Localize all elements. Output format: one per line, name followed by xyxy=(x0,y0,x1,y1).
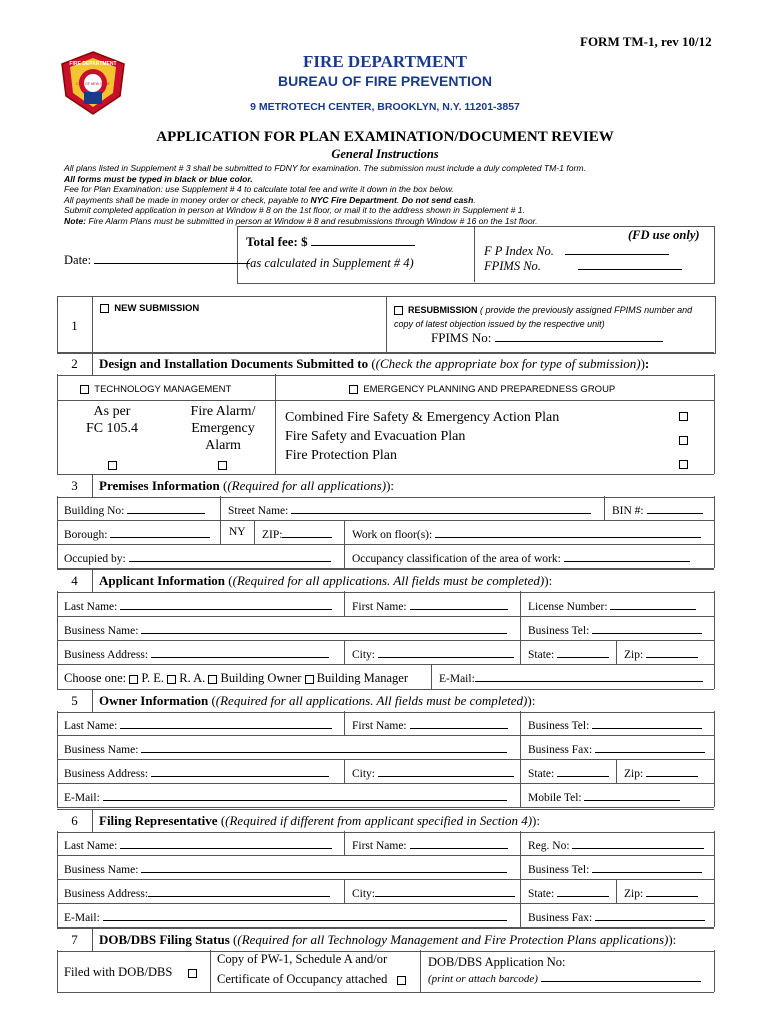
pe-checkbox[interactable] xyxy=(129,675,138,684)
rep-business-tel[interactable]: Business Tel: xyxy=(528,861,702,876)
dept-title: FIRE DEPARTMENT xyxy=(303,52,467,71)
instructions-heading: General Instructions xyxy=(331,147,439,161)
tech-mgmt-checkbox[interactable] xyxy=(80,385,89,394)
tech-mgmt-option[interactable]: TECHNOLOGY MANAGEMENT xyxy=(80,384,231,395)
owner-business-fax[interactable]: Business Fax: xyxy=(528,741,705,756)
owner-state[interactable]: State: xyxy=(528,765,609,780)
as-per-fc: As per FC 105.4 xyxy=(85,404,139,436)
new-submission-option[interactable]: NEW SUBMISSION xyxy=(100,303,199,314)
occupied-by-field[interactable]: Occupied by: xyxy=(64,550,331,565)
applicant-zip[interactable]: Zip: xyxy=(624,646,698,661)
applicant-business-address[interactable]: Business Address: xyxy=(64,646,329,661)
fp-index-field[interactable]: F P Index No. xyxy=(484,243,669,259)
owner-business-name[interactable]: Business Name: xyxy=(64,741,507,756)
address: 9 METROTECH CENTER, BROOKLYN, N.Y. 11201-3857 xyxy=(250,101,520,113)
applicant-business-tel[interactable]: Business Tel: xyxy=(528,622,702,637)
filed-with-checkbox[interactable] xyxy=(188,969,197,978)
plan-list: Combined Fire Safety & Emergency Action Plan Fire Safety and Evacuation Plan Fire Protection Plan xyxy=(285,410,560,463)
bin-field[interactable]: BIN #: xyxy=(612,502,703,517)
zip-field[interactable]: ZIP: xyxy=(262,526,332,541)
choose-one-row: Choose one: P. E. R. A. Building Owner Building Manager xyxy=(64,671,409,685)
cert-occ-checkbox[interactable] xyxy=(397,976,406,985)
rep-reg-no[interactable]: Reg. No: xyxy=(528,837,704,852)
owner-first-name[interactable]: First Name: xyxy=(352,717,508,732)
rep-city[interactable]: City: xyxy=(352,885,515,900)
plan-checkbox-1[interactable] xyxy=(679,407,688,425)
owner-checkbox[interactable] xyxy=(208,675,217,684)
section-5-header: 5 Owner Information ((Required for all applications. All fields must be completed)): xyxy=(57,689,714,713)
fd-use-label: (FD use only) xyxy=(628,228,700,242)
applicant-email[interactable]: E-Mail: xyxy=(439,670,703,685)
applicant-state[interactable]: State: xyxy=(528,646,609,661)
fpims-no-field[interactable]: FPIMS No: xyxy=(431,330,663,346)
app-no-field[interactable]: (print or attach barcode) xyxy=(428,970,701,985)
section-7-header: 7 DOB/DBS Filing Status ((Required for all Technology Management and Fire Protection Plans applications)): xyxy=(57,928,714,952)
fpims-field[interactable]: FPIMS No. xyxy=(484,258,682,274)
applicant-last-name[interactable]: Last Name: xyxy=(64,598,332,613)
section-2-header: 2 Design and Installation Documents Submitted to ((Check the appropriate box for type of submission)): xyxy=(57,352,714,376)
applicant-business-name[interactable]: Business Name: xyxy=(64,622,507,637)
rep-business-address[interactable]: Business Address: xyxy=(64,885,330,900)
manager-checkbox[interactable] xyxy=(305,675,314,684)
filed-with-dob[interactable]: Filed with DOB/DBS xyxy=(64,965,197,980)
seal-text-mid: CITY OF NEW YORK xyxy=(76,82,110,86)
borough-field[interactable]: Borough: xyxy=(64,526,210,541)
rep-business-fax[interactable]: Business Fax: xyxy=(528,909,705,924)
bureau-title: BUREAU OF FIRE PREVENTION xyxy=(278,73,492,89)
emergency-group-checkbox[interactable] xyxy=(349,385,358,394)
cert-occ-option[interactable]: Certificate of Occupancy attached xyxy=(217,972,406,987)
fire-alarm-checkbox[interactable] xyxy=(218,456,227,474)
owner-city[interactable]: City: xyxy=(352,765,514,780)
instructions-body: All plans listed in Supplement # 3 shall be submitted to FDNY for examination. The submission must include a duly completed TM-1 form. All forms must be typed in black or blue color. Fee for Plan Examination: use Supplement # 4 to calculate total fee and write it down in the box below. All payments shall be made in money order or check, payable to NYC Fire Department. Do not send cash. Submit completed application in person at Window # 8 on the 1st floor, or mail it to the address shown in Supplement # 1. Note: Fire Alarm Plans must be submitted in person at Window # 8 and resubmissions through Window # 16 on the 1st floor. xyxy=(64,163,586,226)
section-6-header: 6 Filing Representative ((Required if different from applicant specified in Section 4)): xyxy=(57,809,714,833)
section-4-header: 4 Applicant Information ((Required for all applications. All fields must be completed)): xyxy=(57,569,714,593)
owner-business-tel[interactable]: Business Tel: xyxy=(528,717,702,732)
rep-state[interactable]: State: xyxy=(528,885,609,900)
rep-first-name[interactable]: First Name: xyxy=(352,837,508,852)
rep-business-name[interactable]: Business Name: xyxy=(64,861,507,876)
building-no-field[interactable]: Building No: xyxy=(64,502,205,517)
seal-text-top: FIRE DEPARTMENT xyxy=(69,61,117,67)
section-3-header: 3 Premises Information ((Required for all applications)): xyxy=(57,474,714,498)
form-title: APPLICATION FOR PLAN EXAMINATION/DOCUMENT REVIEW xyxy=(156,129,614,145)
plan-checkbox-3[interactable] xyxy=(679,455,688,473)
rep-email[interactable]: E-Mail: xyxy=(64,909,507,924)
applicant-license[interactable]: License Number: xyxy=(528,598,696,613)
emergency-group-option[interactable]: EMERGENCY PLANNING AND PREPAREDNESS GROUP xyxy=(349,384,615,395)
form-id: FORM TM-1, rev 10/12 xyxy=(580,34,712,49)
work-floor-field[interactable]: Work on floor(s): xyxy=(352,526,701,541)
street-name-field[interactable]: Street Name: xyxy=(228,502,591,517)
applicant-first-name[interactable]: First Name: xyxy=(352,598,508,613)
rep-zip[interactable]: Zip: xyxy=(624,885,698,900)
copy-pw1-label: Copy of PW-1, Schedule A and/or xyxy=(217,952,388,966)
rep-last-name[interactable]: Last Name: xyxy=(64,837,332,852)
date-field[interactable]: Date: xyxy=(64,252,250,268)
owner-zip[interactable]: Zip: xyxy=(624,765,698,780)
occupancy-class-field[interactable]: Occupancy classification of the area of work: xyxy=(352,550,690,565)
section-1-number: 1 xyxy=(71,318,78,333)
total-fee-field[interactable]: Total fee: $ xyxy=(246,234,415,250)
app-no-label: DOB/DBS Application No: xyxy=(428,955,566,969)
owner-email[interactable]: E-Mail: xyxy=(64,789,507,804)
resubmission-option[interactable]: RESUBMISSION ( provide the previously assigned FPIMS number and copy of latest objection issued by the respective unit) xyxy=(394,305,693,329)
resubmission-checkbox[interactable] xyxy=(394,306,403,315)
applicant-city[interactable]: City: xyxy=(352,646,514,661)
owner-business-address[interactable]: Business Address: xyxy=(64,765,329,780)
ny-label: NY xyxy=(229,526,246,538)
owner-last-name[interactable]: Last Name: xyxy=(64,717,332,732)
as-per-checkbox[interactable] xyxy=(108,456,117,474)
owner-mobile-tel[interactable]: Mobile Tel: xyxy=(528,789,680,804)
calc-note: (as calculated in Supplement # 4) xyxy=(246,256,414,270)
ra-checkbox[interactable] xyxy=(167,675,176,684)
new-submission-checkbox[interactable] xyxy=(100,304,109,313)
fire-alarm-label: Fire Alarm/ Emergency Alarm xyxy=(190,404,256,453)
plan-checkbox-2[interactable] xyxy=(679,431,688,449)
